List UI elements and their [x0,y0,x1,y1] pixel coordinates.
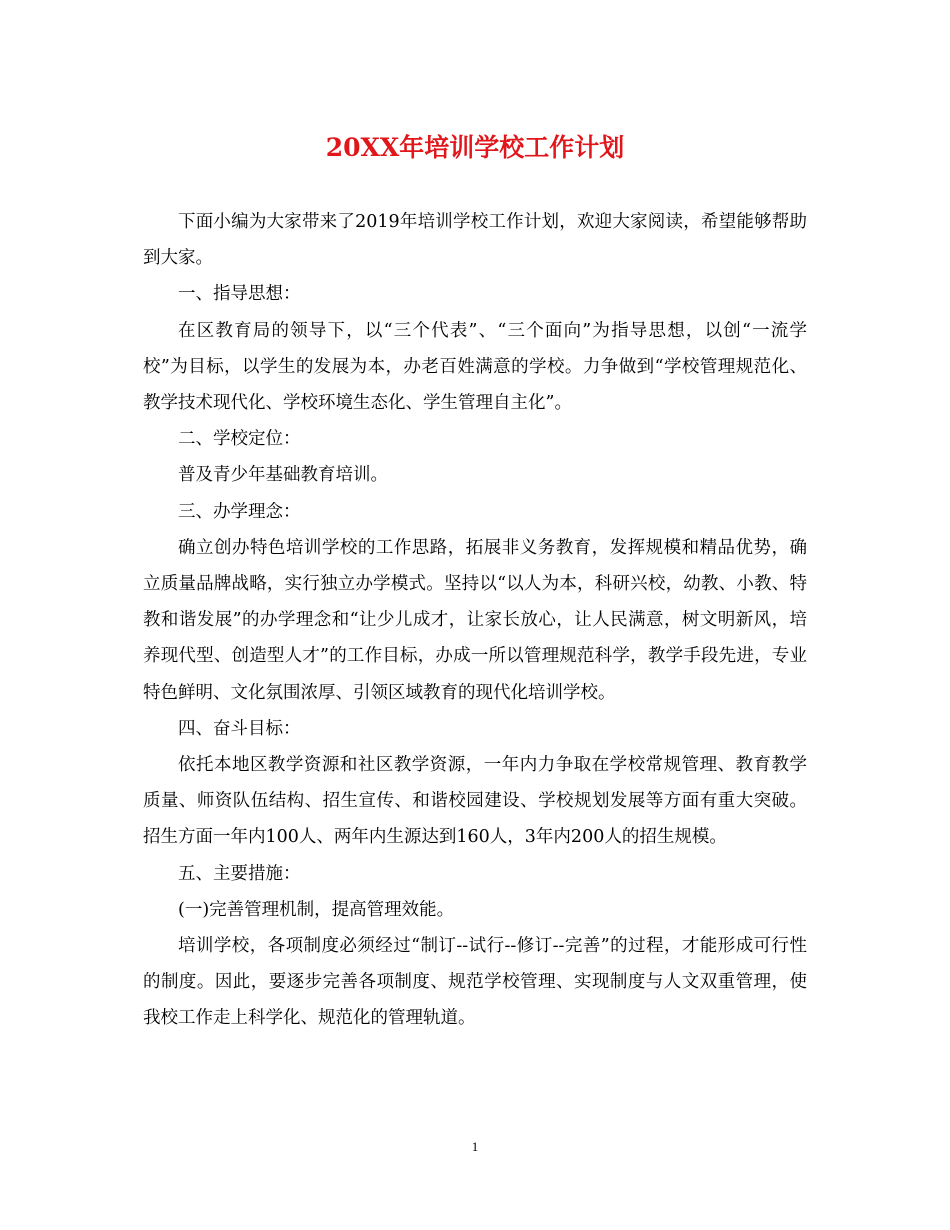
section-heading-school-positioning: 二、学校定位： [178,429,301,450]
paragraph-school-positioning: 普及青少年基础教育培训。 [178,465,388,486]
paragraph-guiding-ideology: 在区教育局的领导下，以“三个代表”、“三个面向”为指导思想，以创“一流学校”为目标，以学生的发展为本，办老百姓满意的学校。力争做到“学校管理规范化、教学技术现代化、学校环境生态化、学生管理自主化”。 [143,320,807,414]
subheading-management-mechanism: (一)完善管理机制，提高管理效能。 [178,899,455,920]
paragraph-management-mechanism: 培训学校，各项制度必须经过“制订--试行--修订--完善”的过程，才能形成可行性的制度。因此，要逐步完善各项制度、规范学校管理、实现制度与人文双重管理，使我校工作走上科学化、规范化的管理轨道。 [143,936,807,1029]
section-heading-guiding-ideology: 一、指导思想： [178,284,301,305]
page-number: 1 [471,1139,479,1154]
document-body [143,204,807,1037]
section-heading-goals: 四、奋斗目标： [178,718,301,739]
paragraph-school-philosophy: 确立创办特色培训学校的工作思路，拓展非义务教育，发挥规模和精品优势，确立质量品牌战略，实行独立办学模式。坚持以“以人为本，科研兴校，幼教、小教、特教和谐发展”的办学理念和“让少儿成才，让家长放心，让人民满意，树文明新风，培养现代型、创造型人才”的工作目标，办成一所以管理规范科学，教学手段先进，专业特色鲜明、文化氛围浓厚、引领区域教育的现代化培训学校。 [143,537,807,703]
document-title: 20XX年培训学校工作计划 [325,133,625,162]
section-heading-school-philosophy: 三、办学理念： [178,501,301,522]
intro-paragraph: 下面小编为大家带来了2019年培训学校工作计划，欢迎大家阅读，希望能够帮助到大家。 [143,212,807,269]
paragraph-goals: 依托本地区教学资源和社区教学资源，一年内力争取在学校常规管理、教育教学质量、师资队伍结构、招生宣传、和谐校园建设、学校规划发展等方面有重大突破。招生方面一年内100人、两年内生源达到160人，3年内200人的招生规模。 [143,755,807,848]
section-heading-measures: 五、主要措施： [178,863,301,884]
